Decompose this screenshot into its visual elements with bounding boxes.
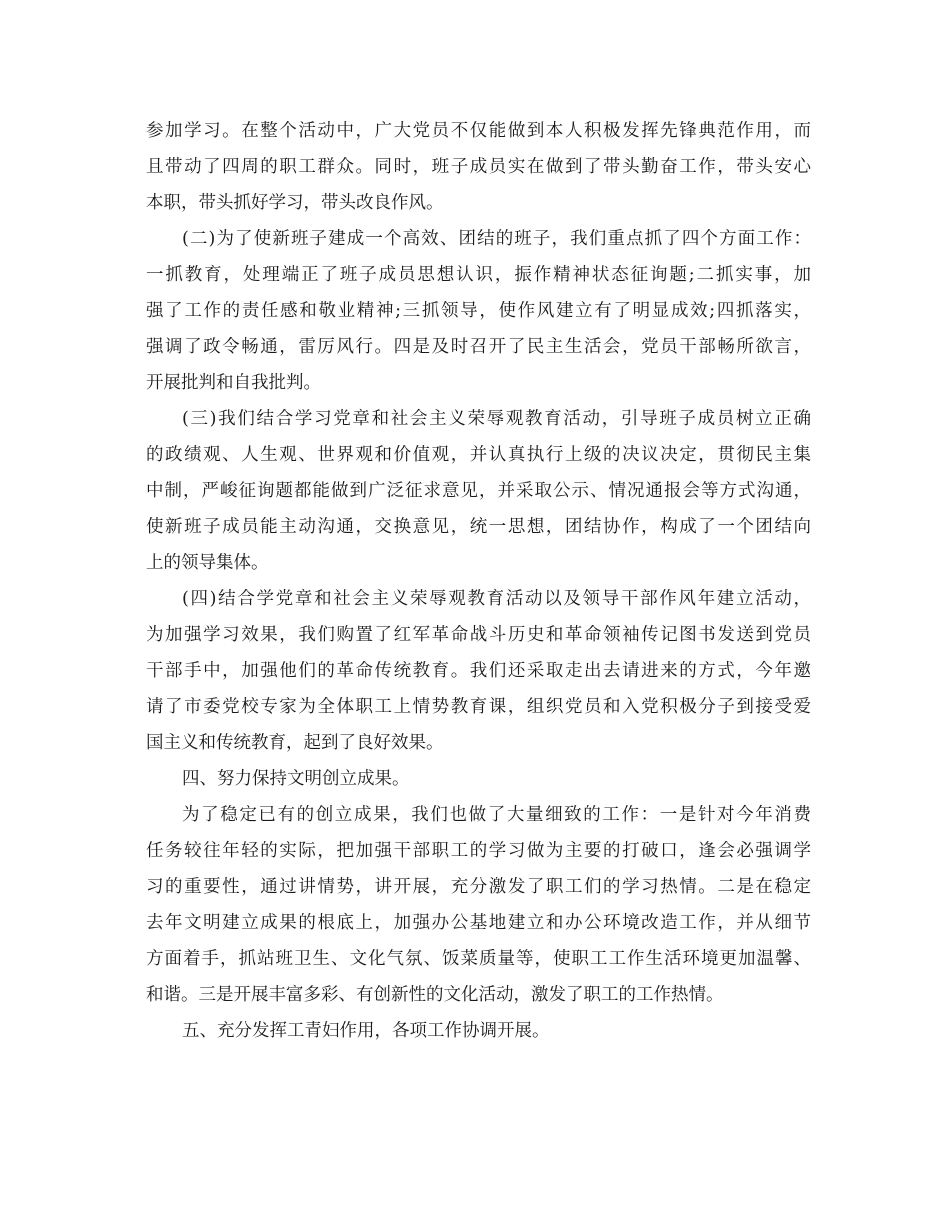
text-line: 四、努力保持文明创立成果。 <box>182 769 410 789</box>
text-line: 参加学习。在整个活动中，广大党员不仅能做到本人积极发挥先锋典范作用，而 <box>146 121 811 141</box>
text-line: 且带动了四周的职工群众。同时，班子成员实在做到了带头勤奋工作，带头安心 <box>146 157 811 177</box>
text-line: 习的重要性，通过讲情势，讲开展，充分激发了职工们的学习热情。二是在稳定 <box>146 877 811 897</box>
document-body <box>146 113 811 1049</box>
text-line: (三)我们结合学习党章和社会主义荣辱观教育活动，引导班子成员树立正确 <box>182 409 811 429</box>
text-line: 的政绩观、人生观、世界观和价值观，并认真执行上级的决议决定，贯彻民主集 <box>146 445 811 465</box>
text-line: 上的领导集体。 <box>146 553 269 573</box>
text-line: 中制，严峻征询题都能做到广泛征求意见，并采取公示、情况通报会等方式沟通， <box>146 481 811 501</box>
text-line: 国主义和传统教育，起到了良好效果。 <box>146 733 444 753</box>
text-line: (二)为了使新班子建成一个高效、团结的班子，我们重点抓了四个方面工作： <box>182 229 811 249</box>
text-line: 为加强学习效果，我们购置了红军革命战斗历史和革命领袖传记图书发送到党员 <box>146 625 811 645</box>
text-line: 方面着手，抓站班卫生、文化气氛、饭菜质量等，使职工工作生活环境更加温馨、 <box>146 949 811 969</box>
text-line: 请了市委党校专家为全体职工上情势教育课，组织党员和入党积极分子到接受爱 <box>146 697 811 717</box>
text-line: 使新班子成员能主动沟通，交换意见，统一思想，团结协作，构成了一个团结向 <box>146 517 811 537</box>
text-line: 本职，带头抓好学习，带头改良作风。 <box>146 193 444 213</box>
text-line: 强了工作的责任感和敬业精神;三抓领导，使作风建立有了明显成效;四抓落实， <box>146 301 811 321</box>
text-line: (四)结合学党章和社会主义荣辱观教育活动以及领导干部作风年建立活动， <box>182 589 811 609</box>
text-line: 干部手中，加强他们的革命传统教育。我们还采取走出去请进来的方式，今年邀 <box>146 661 811 681</box>
text-line: 一抓教育，处理端正了班子成员思想认识，振作精神状态征询题;二抓实事，加 <box>146 265 811 285</box>
text-line: 去年文明建立成果的根底上，加强办公基地建立和办公环境改造工作，并从细节 <box>146 913 811 933</box>
text-line: 五、充分发挥工青妇作用，各项工作协调开展。 <box>182 1021 550 1041</box>
text-line: 开展批判和自我批判。 <box>146 373 321 393</box>
text-line: 任务较往年轻的实际，把加强干部职工的学习做为主要的打破口，逢会必强调学 <box>146 841 811 861</box>
text-line: 为了稳定已有的创立成果，我们也做了大量细致的工作：一是针对今年消费 <box>182 805 811 825</box>
text-line: 和谐。三是开展丰富多彩、有创新性的文化活动，激发了职工的工作热情。 <box>146 985 724 1005</box>
text-line: 强调了政令畅通，雷厉风行。四是及时召开了民主生活会，党员干部畅所欲言， <box>146 337 811 357</box>
